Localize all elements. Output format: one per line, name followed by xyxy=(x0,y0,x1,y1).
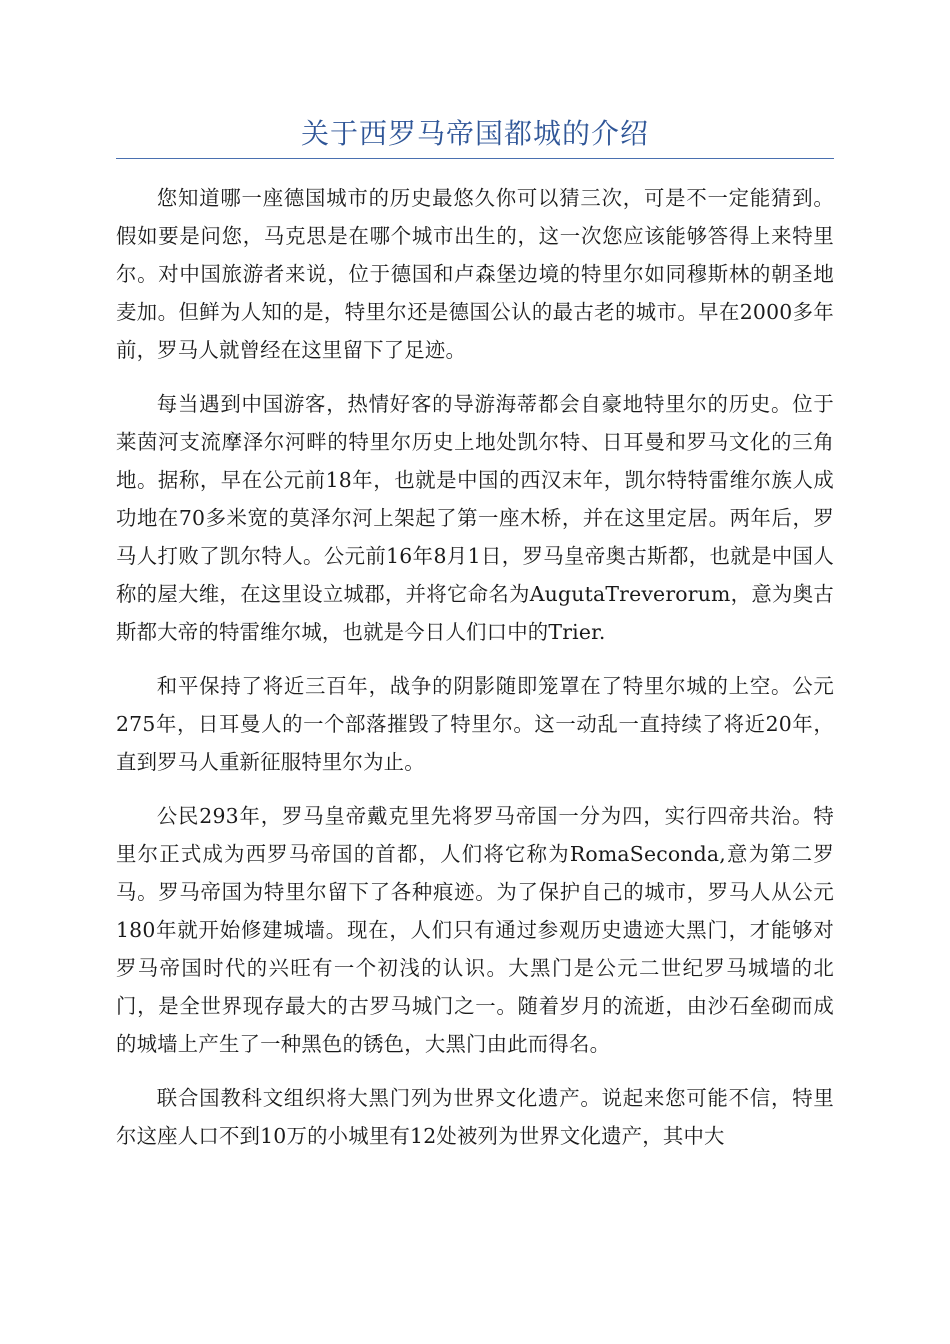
document-page xyxy=(116,112,834,1171)
paragraph-3: 和平保持了将近三百年，战争的阴影随即笼罩在了特里尔城的上空。公元275年，日耳曼人的一个部落摧毁了特里尔。这一动乱一直持续了将近20年，直到罗马人重新征服特里尔为止。 xyxy=(116,674,834,774)
paragraph-2: 每当遇到中国游客，热情好客的导游海蒂都会自豪地特里尔的历史。位于莱茵河支流摩泽尔河畔的特里尔历史上地处凯尔特、日耳曼和罗马文化的三角地。据称，早在公元前18年，也就是中国的西汉末年，凯尔特特雷维尔族人成功地在70多米宽的莫泽尔河上架起了第一座木桥，并在这里定居。两年后，罗马人打败了凯尔特人。公元前16年8月1日，罗马皇帝奥古斯都，也就是中国人称的屋大维，在这里设立城郡，并将它命名为AugutaTreverorum，意为奥古斯都大帝的特雷维尔城，也就是今日人们口中的Trier. xyxy=(116,392,834,644)
paragraph-5: 联合国教科文组织将大黑门列为世界文化遗产。说起来您可能不信，特里尔这座人口不到10万的小城里有12处被列为世界文化遗产，其中大 xyxy=(116,1086,834,1148)
paragraph-4: 公民293年，罗马皇帝戴克里先将罗马帝国一分为四，实行四帝共治。特里尔正式成为西罗马帝国的首都，人们将它称为RomaSeconda,意为第二罗马。罗马帝国为特里尔留下了各种痕迹。为了保护自己的城市，罗马人从公元180年就开始修建城墙。现在，人们只有通过参观历史遗迹大黑门，才能够对罗马帝国时代的兴旺有一个初浅的认识。大黑门是公元二世纪罗马城墙的北门，是全世界现存最大的古罗马城门之一。随着岁月的流逝，由沙石垒砌而成的城墙上产生了一种黑色的锈色，大黑门由此而得名。 xyxy=(116,804,834,1056)
paragraph-1: 您知道哪一座德国城市的历史最悠久你可以猜三次，可是不一定能猜到。假如要是问您，马克思是在哪个城市出生的，这一次您应该能够答得上来特里尔。对中国旅游者来说，位于德国和卢森堡边境的特里尔如同穆斯林的朝圣地麦加。但鲜为人知的是，特里尔还是德国公认的最古老的城市。早在2000多年前，罗马人就曾经在这里留下了足迹。 xyxy=(116,186,834,362)
document-title: 关于西罗马帝国都城的介绍 xyxy=(116,112,834,159)
document-body xyxy=(116,179,834,1155)
